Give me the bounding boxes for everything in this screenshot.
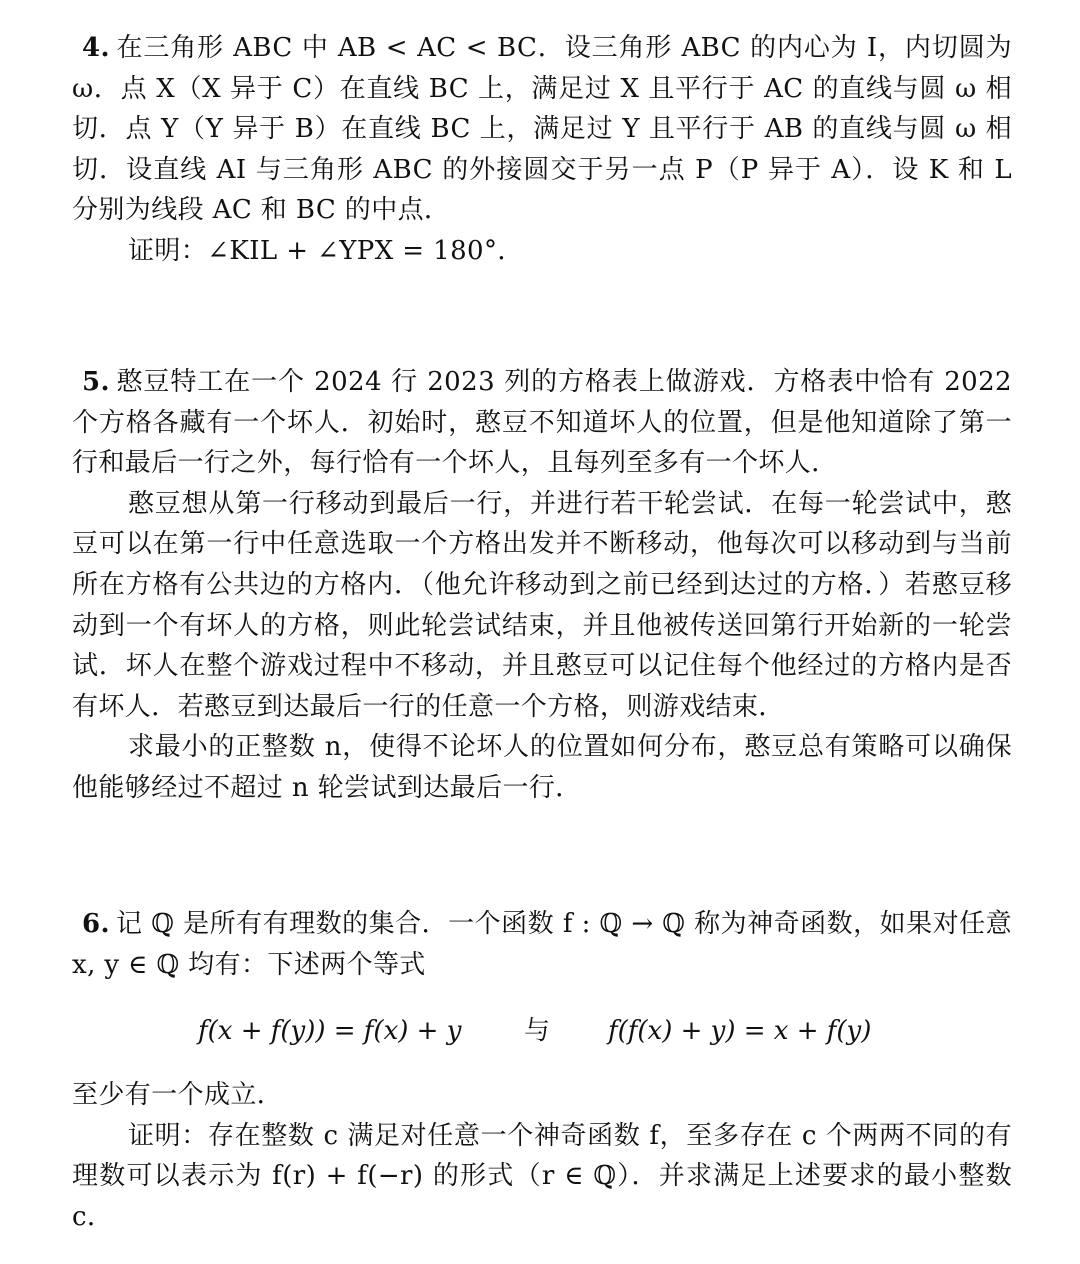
problem-6-condition: 至少有一个成立． xyxy=(72,1080,284,1111)
functional-equations xyxy=(72,1007,1012,1055)
problem-5 xyxy=(72,362,1012,809)
problem-4-proof-prompt: 证明：∠KIL + ∠YPX = 180°． xyxy=(128,235,524,266)
problem-number: 6. xyxy=(82,909,110,939)
problem-text: 憨豆特工在一个 2024 行 2023 列的方格表上做游戏．方格表中恰有 2022 个方格各藏有一个坏人．初始时，憨豆不知道坏人的位置，但是他知道除了第一行和最后一行之外，每行恰有一个坏人，且每列至多有一个坏人． xyxy=(72,367,1012,479)
problem-text: 在三角形 ABC 中 AB < AC < BC．设三角形 ABC 的内心为 I，内切圆为 ω．点 X（X 异于 C）在直线 BC 上，满足过 X 且平行于 AC 的直线与圆 ω 相切．点 Y（Y 异于 B）在直线 BC 上，满足过 Y 且平行于 AB 的直线与圆 ω 相切．设直线 AI 与三角形 ABC 的外接圆交于另一点 P（P 异于 A）．设 K 和 L 分别为线段 AC 和 BC 的中点． xyxy=(72,33,1012,226)
problem-5-question: 求最小的正整数 n，使得不论坏人的位置如何分布，憨豆总有策略可以确保他能够经过不超过 n 轮尝试到达最后一行． xyxy=(72,732,1012,803)
problem-number: 5. xyxy=(82,367,110,397)
problem-number: 4. xyxy=(82,33,110,63)
equation-right: f(f(x) + y) = x + f(y) xyxy=(608,1016,872,1047)
equation-connector: 与 xyxy=(524,1016,551,1047)
problem-4 xyxy=(72,28,1012,272)
problem-6-proof-prompt: 证明：存在整数 c 满足对任意一个神奇函数 f，至多存在 c 个两两不同的有理数可以表示为 f(r) + f(−r) 的形式（r ∈ ℚ）．并求满足上述要求的最小整数 c． xyxy=(72,1120,1012,1232)
problem-5-statement xyxy=(72,362,1012,484)
problem-5-rules: 憨豆想从第一行移动到最后一行，并进行若干轮尝试．在每一轮尝试中，憨豆可以在第一行中任意选取一个方格出发并不断移动，他每次可以移动到与当前所在方格有公共边的方格内．（他允许移动到之前已经到达过的方格．）若憨豆移动到一个有坏人的方格，则此轮尝试结束，并且他被传送回第行开始新的一轮尝试．坏人在整个游戏过程中不移动，并且憨豆可以记住每个他经过的方格内是否有坏人．若憨豆到达最后一行的任意一个方格，则游戏结束． xyxy=(72,488,1012,722)
problem-6-statement xyxy=(72,904,1012,985)
problem-4-statement xyxy=(72,28,1012,231)
problem-text: 记 ℚ 是所有有理数的集合．一个函数 f : ℚ → ℚ 称为神奇函数，如果对任意 x, y ∈ ℚ 均有：下述两个等式 xyxy=(72,909,1012,980)
problem-6 xyxy=(72,904,1012,1238)
equation-left: f(x + f(y)) = f(x) + y xyxy=(198,1016,462,1047)
